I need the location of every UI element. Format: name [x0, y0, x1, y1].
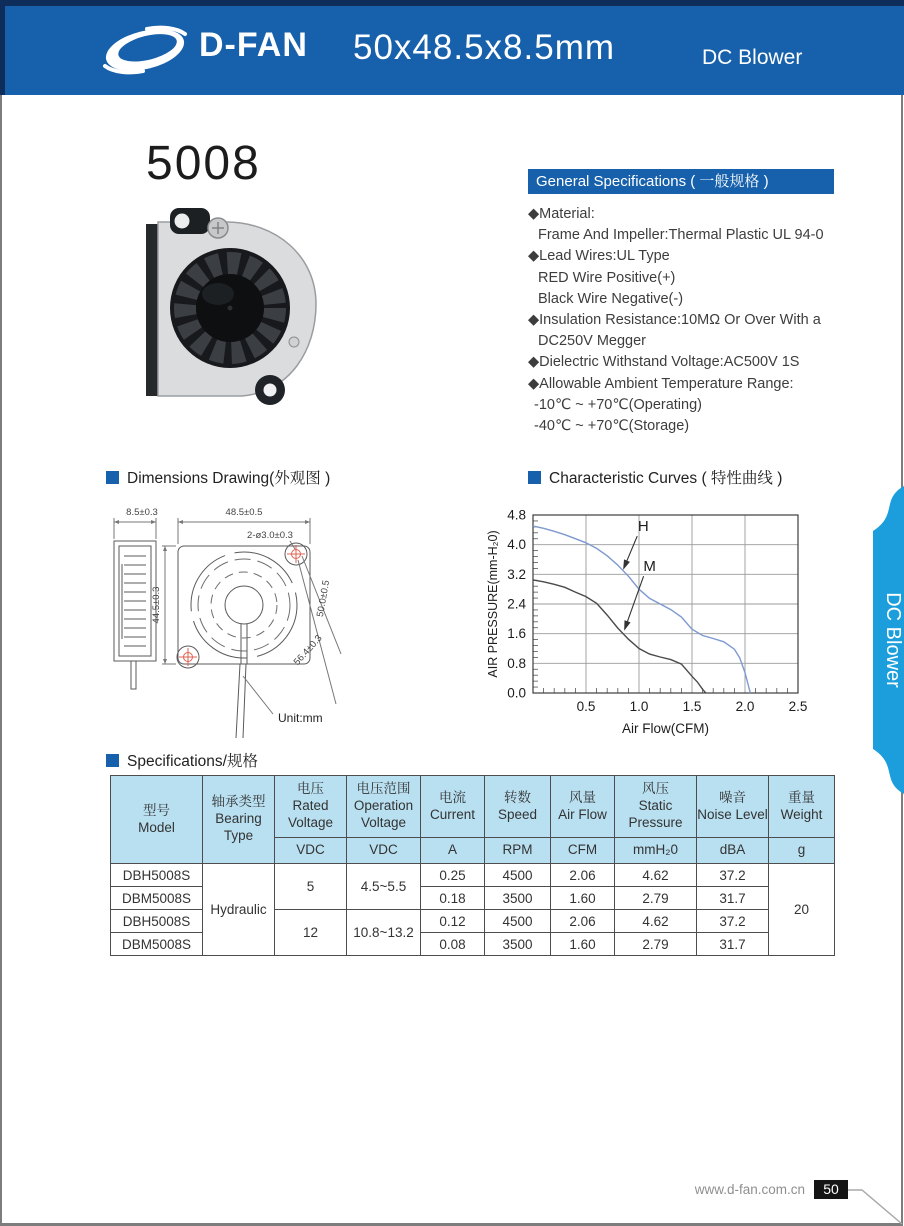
cell-range: 4.5~5.5 [347, 864, 421, 910]
col-header-rated-voltage: 电压 Rated Voltage [275, 776, 347, 838]
svg-text:0.8: 0.8 [507, 655, 526, 671]
spec-line: Frame And Impeller:Thermal Plastic UL 94-0 [538, 227, 824, 244]
dim-side-width: 8.5±0.3 [126, 507, 158, 518]
spec-line: DC250V Megger [538, 333, 646, 350]
model-title: 5008 [146, 137, 261, 190]
characteristic-curves-chart [486, 495, 816, 739]
spec-line: ◆Material: [528, 206, 595, 222]
spec-line: ◆Lead Wires:UL Type [528, 248, 670, 265]
cell-model: DBM5008S [111, 933, 203, 956]
dimensions-heading: Dimensions Drawing(外观图 ) [106, 466, 330, 488]
spec-line: Black Wire Negative(-) [538, 290, 684, 307]
svg-text:AIR PRESSURE(mm-H₂0): AIR PRESSURE(mm-H₂0) [486, 530, 500, 678]
svg-text:2.0: 2.0 [735, 699, 755, 714]
svg-text:1.6: 1.6 [507, 626, 526, 642]
header-bar [0, 6, 904, 95]
dim-diagonal: 56.4±0.3 [291, 632, 325, 668]
cell-voltage: 12 [275, 910, 347, 956]
svg-text:0.5: 0.5 [576, 699, 596, 714]
table-row: DBH5008S 12 10.8~13.2 0.12 4500 2.06 4.62 37.2 [111, 910, 835, 933]
svg-text:1.5: 1.5 [682, 699, 702, 714]
svg-text:Air Flow(CFM): Air Flow(CFM) [622, 721, 709, 736]
brand-name: D-FAN [199, 26, 308, 64]
spec-line: ◆Allowable Ambient Temperature Range: [528, 375, 794, 392]
unit-weight: g [769, 838, 835, 864]
col-header-noise: 噪音 Noise Level [697, 776, 769, 838]
unit-airflow: CFM [551, 838, 615, 864]
characteristic-curves-heading: Characteristic Curves ( 特性曲线 ) [528, 466, 782, 488]
cell-model: DBM5008S [111, 887, 203, 910]
dim-height-right: 50.0±0.5 [314, 579, 333, 618]
dim-front-width: 48.5±0.5 [225, 507, 263, 518]
svg-text:2.5: 2.5 [788, 699, 808, 714]
footer-website: www.d-fan.com.cn [694, 1182, 805, 1197]
footer-diagonal-line [846, 1180, 904, 1226]
spec-line: -40℃ ~ +70℃(Storage) [534, 417, 690, 434]
col-header-pressure: 风压 Static Pressure [615, 776, 697, 838]
general-specs-list [528, 204, 868, 437]
product-photo [118, 198, 328, 428]
unit-pressure: mmH₂0 [615, 838, 697, 864]
unit-range: VDC [347, 838, 421, 864]
page-number-badge: 50 [814, 1180, 848, 1199]
dim-height-left: 44.5±0.3 [151, 586, 162, 624]
col-header-model: 型号 Model [111, 776, 203, 864]
unit-speed: RPM [485, 838, 551, 864]
cell-model: DBH5008S [111, 864, 203, 887]
svg-text:H: H [637, 518, 649, 536]
size-title: 50x48.5x8.5mm [353, 28, 616, 67]
svg-text:4.8: 4.8 [507, 507, 526, 523]
svg-text:M: M [643, 558, 656, 576]
spec-line: ◆Dielectric Withstand Voltage:AC500V 1S [528, 354, 800, 371]
col-header-weight: 重量 Weight [769, 776, 835, 838]
side-tab-label: DC Blower [882, 592, 904, 688]
unit-noise: dBA [697, 838, 769, 864]
product-type-label: DC Blower [702, 46, 803, 69]
svg-text:1.0: 1.0 [629, 699, 649, 714]
table-row: DBM5008S 0.08 3500 1.60 2.79 31.7 [111, 933, 835, 956]
specifications-heading: Specifications/规格 [106, 749, 258, 771]
cell-voltage: 5 [275, 864, 347, 910]
cell-model: DBH5008S [111, 910, 203, 933]
svg-text:3.2: 3.2 [507, 566, 526, 582]
svg-text:0.0: 0.0 [507, 685, 526, 701]
col-header-speed: 转数 Speed [485, 776, 551, 838]
dimensions-drawing [98, 494, 433, 752]
unit-rated: VDC [275, 838, 347, 864]
footer [560, 1180, 848, 1199]
section-bullet-icon [106, 471, 119, 484]
svg-text:2.4: 2.4 [507, 596, 526, 612]
col-header-bearing: 轴承类型 Bearing Type [203, 776, 275, 864]
col-header-airflow: 风量 Air Flow [551, 776, 615, 838]
col-header-current: 电流 Current [421, 776, 485, 838]
unit-current: A [421, 838, 485, 864]
unit-label: Unit:mm [278, 711, 323, 725]
spec-line: ◆Insulation Resistance:10MΩ Or Over With a [528, 311, 821, 328]
dfan-logo-icon [99, 22, 195, 78]
spec-line: -10℃ ~ +70℃(Operating) [534, 396, 702, 413]
table-row: DBH5008S Hydraulic 5 4.5~5.5 0.25 4500 2.06 4.62 37.2 20 [111, 864, 835, 887]
general-specs-title-bar: General Specifications ( 一般规格 ) [528, 169, 834, 194]
col-header-operation-voltage: 电压范围 Operation Voltage [347, 776, 421, 838]
cell-range: 10.8~13.2 [347, 910, 421, 956]
cell-weight: 20 [769, 864, 835, 956]
section-bullet-icon [106, 754, 119, 767]
table-row: DBM5008S 0.18 3500 1.60 2.79 31.7 [111, 887, 835, 910]
spec-line: RED Wire Positive(+) [538, 269, 676, 286]
svg-text:4.0: 4.0 [507, 537, 526, 553]
specifications-table [110, 775, 835, 956]
section-bullet-icon [528, 471, 541, 484]
dim-holes: 2-ø3.0±0.3 [247, 530, 293, 541]
cell-bearing: Hydraulic [203, 864, 275, 956]
side-tab [854, 486, 904, 794]
